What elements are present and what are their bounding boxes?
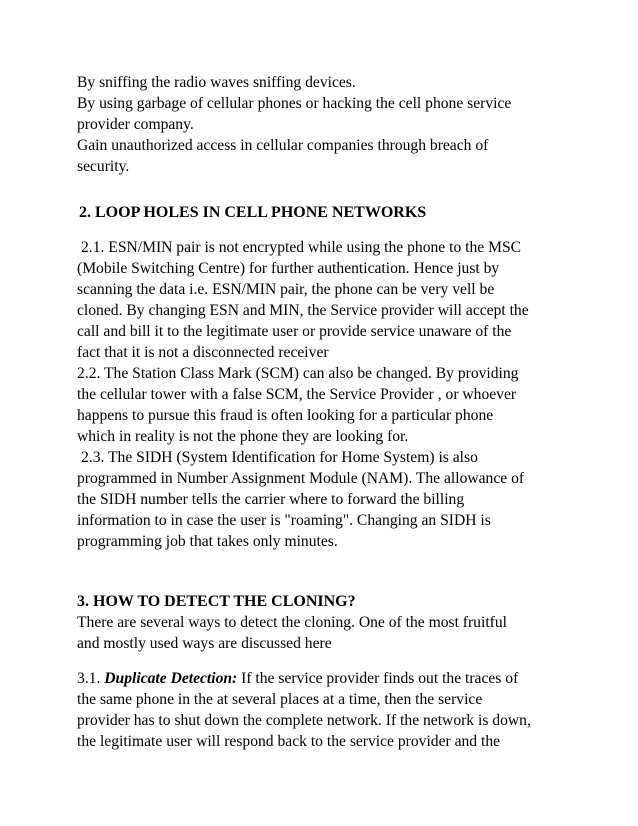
intro-line: By sniffing the radio waves sniffing devices. (77, 74, 356, 91)
body-line: the legitimate user will respond back to the service provider and the (77, 733, 501, 750)
subsection-first-line-text: If the service provider finds out the traces of (237, 670, 519, 687)
section-3-heading: 3. HOW TO DETECT THE CLONING? (77, 593, 356, 610)
intro-line: Gain unauthorized access in cellular companies through breach of (77, 137, 489, 154)
section-2-body (77, 237, 567, 552)
body-line: which in reality is not the phone they are looking for. (77, 428, 409, 445)
intro-line: provider company. (77, 116, 194, 133)
body-line: 2.1. ESN/MIN pair is not encrypted while using the phone to the MSC (81, 239, 522, 256)
body-line: and mostly used ways are discussed here (77, 635, 332, 652)
body-line: programmed in Number Assignment Module (NAM). The allowance of (77, 470, 525, 487)
body-line: programming job that takes only minutes. (77, 533, 338, 550)
document-page (77, 72, 567, 752)
subsection-first-line (77, 668, 567, 689)
body-line: happens to pursue this fraud is often looking for a particular phone (77, 407, 494, 424)
subsection-title: Duplicate Detection: (104, 670, 238, 687)
body-line: the cellular tower with a false SCM, the Service Provider , or whoever (77, 386, 517, 403)
body-line: call and bill it to the legitimate user or provide service unaware of the (77, 323, 512, 340)
body-line: (Mobile Switching Centre) for further authentication. Hence just by (77, 260, 500, 277)
subsection-number: 3.1. (77, 670, 105, 687)
body-line: provider has to shut down the complete network. If the network is down, (77, 712, 531, 729)
section-2-heading: 2. LOOP HOLES IN CELL PHONE NETWORKS (79, 204, 427, 221)
section-3-1-paragraph (77, 668, 567, 752)
body-line: There are several ways to detect the cloning. One of the most fruitful (77, 614, 507, 631)
intro-paragraph (77, 72, 567, 177)
body-line: the SIDH number tells the carrier where to forward the billing (77, 491, 465, 508)
body-line: cloned. By changing ESN and MIN, the Service provider will accept the (77, 302, 529, 319)
intro-line: By using garbage of cellular phones or hacking the cell phone service (77, 95, 512, 112)
intro-line: security. (77, 158, 130, 175)
body-line: information to in case the user is "roaming". Changing an SIDH is (77, 512, 491, 529)
body-line: scanning the data i.e. ESN/MIN pair, the phone can be very vell be (77, 281, 495, 298)
section-3-intro (77, 612, 567, 654)
body-line: fact that it is not a disconnected receiver (77, 344, 329, 361)
body-line: 2.2. The Station Class Mark (SCM) can also be changed. By providing (77, 365, 519, 382)
body-line: the same phone in the at several places at a time, then the service (77, 691, 483, 708)
body-line: 2.3. The SIDH (System Identification for Home System) is also (81, 449, 478, 466)
